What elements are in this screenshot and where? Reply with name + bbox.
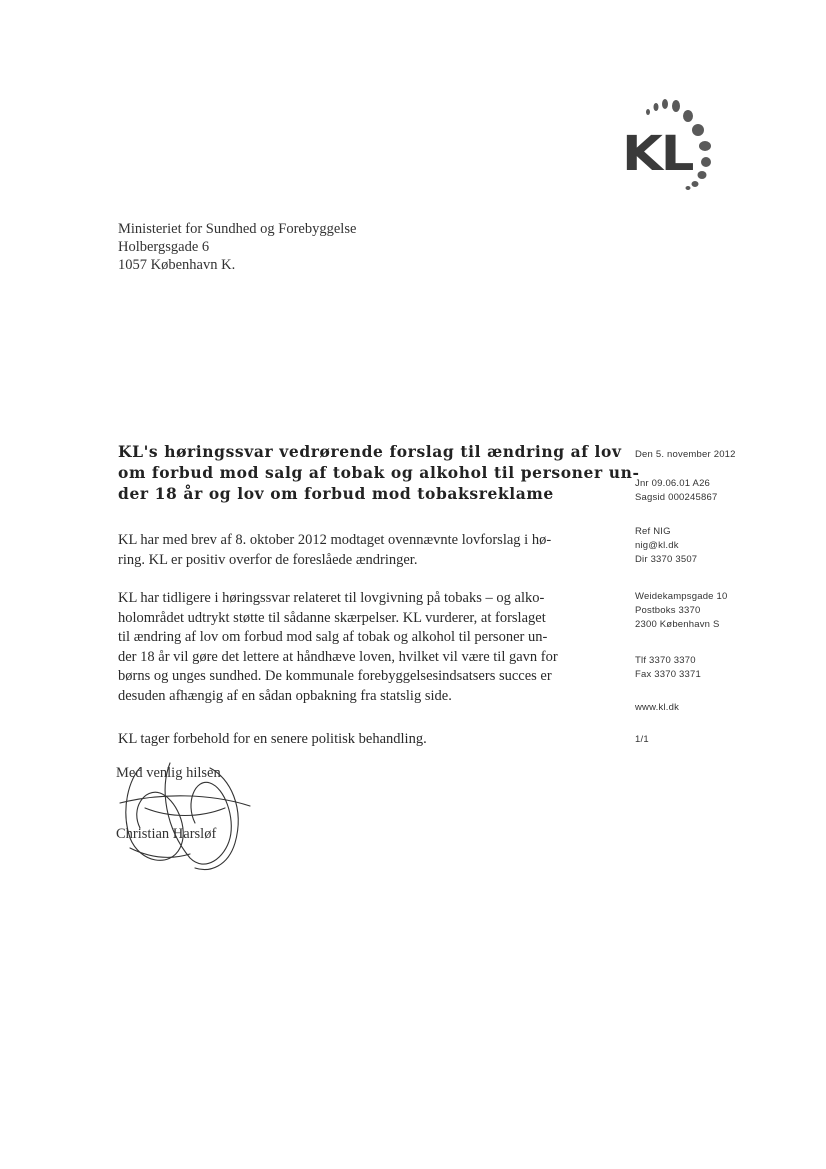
sidebar-website — [635, 701, 679, 715]
body-line: KL har tidligere i høringssvar relateret til lovgivning på tobaks – og alko- — [118, 590, 545, 606]
paragraph-1 — [118, 531, 598, 570]
body-line: børns og unges sundhed. De kommunale forebyggelsesindsatsers succes er — [118, 668, 552, 684]
paragraph-3 — [118, 730, 598, 750]
sagsid-text: Sagsid 000245867 — [635, 492, 718, 503]
kl-logo — [608, 96, 738, 196]
sidebar-date — [635, 448, 736, 462]
postbox-text: Postboks 3370 — [635, 605, 701, 616]
title-line: KL's høringssvar vedrørende forslag til ændring af lov — [118, 442, 622, 461]
dir-text: Dir 3370 3507 — [635, 554, 698, 565]
email-text: nig@kl.dk — [635, 540, 679, 551]
letter-title — [118, 441, 640, 504]
body-line: KL tager forbehold for en senere politisk behandling. — [118, 731, 427, 747]
signer-name: Christian Harsløf — [116, 826, 217, 842]
body-line: desuden afhængig af en sådan opbakning fra statslig side. — [118, 687, 452, 704]
sidebar-journal — [635, 477, 717, 505]
handwritten-signature — [100, 748, 260, 878]
city-text: 2300 København S — [635, 619, 720, 630]
ref-text: Ref NIG — [635, 526, 671, 537]
sidebar-page-number — [635, 733, 649, 747]
jnr-text: Jnr 09.06.01 A26 — [635, 478, 711, 489]
recipient-line: Holbergsgade 6 — [118, 239, 210, 255]
body-line: til ændring af lov om forbud mod salg af tobak og alkohol til personer un- — [118, 629, 548, 645]
web-text: www.kl.dk — [635, 702, 680, 713]
recipient-line: Ministeriet for Sundhed og Forebyggelse — [118, 221, 357, 237]
street-text: Weidekampsgade 10 — [635, 591, 728, 602]
date-text: Den 5. november 2012 — [635, 449, 736, 460]
page-text: 1/1 — [635, 734, 649, 745]
body-line: holområdet udtrykt støtte til sådanne skærpelser. KL vurderer, at forslaget — [118, 609, 546, 626]
fax-text: Fax 3370 3371 — [635, 669, 701, 680]
closing-greeting: Med venlig hilsen — [116, 765, 221, 781]
sidebar-reference — [635, 525, 697, 567]
sidebar-address — [635, 590, 727, 632]
recipient-address — [118, 220, 356, 274]
sidebar-phone — [635, 654, 701, 682]
body-line: ring. KL er positiv overfor de foreslåede ændringer. — [118, 551, 418, 568]
recipient-line: 1057 København K. — [118, 257, 236, 273]
body-line: der 18 år vil gøre det lettere at håndhæve loven, hvilket vil være til gavn for — [118, 648, 558, 665]
tel-text: Tlf 3370 3370 — [635, 655, 696, 666]
title-line: der 18 år og lov om forbud mod tobaksreklame — [118, 484, 554, 503]
logo-text: KL — [622, 126, 693, 182]
body-line: KL har med brev af 8. oktober 2012 modtaget ovennævnte lovforslag i hø- — [118, 532, 552, 548]
title-line: om forbud mod salg af tobak og alkohol til personer un- — [118, 463, 640, 482]
paragraph-2 — [118, 589, 598, 706]
